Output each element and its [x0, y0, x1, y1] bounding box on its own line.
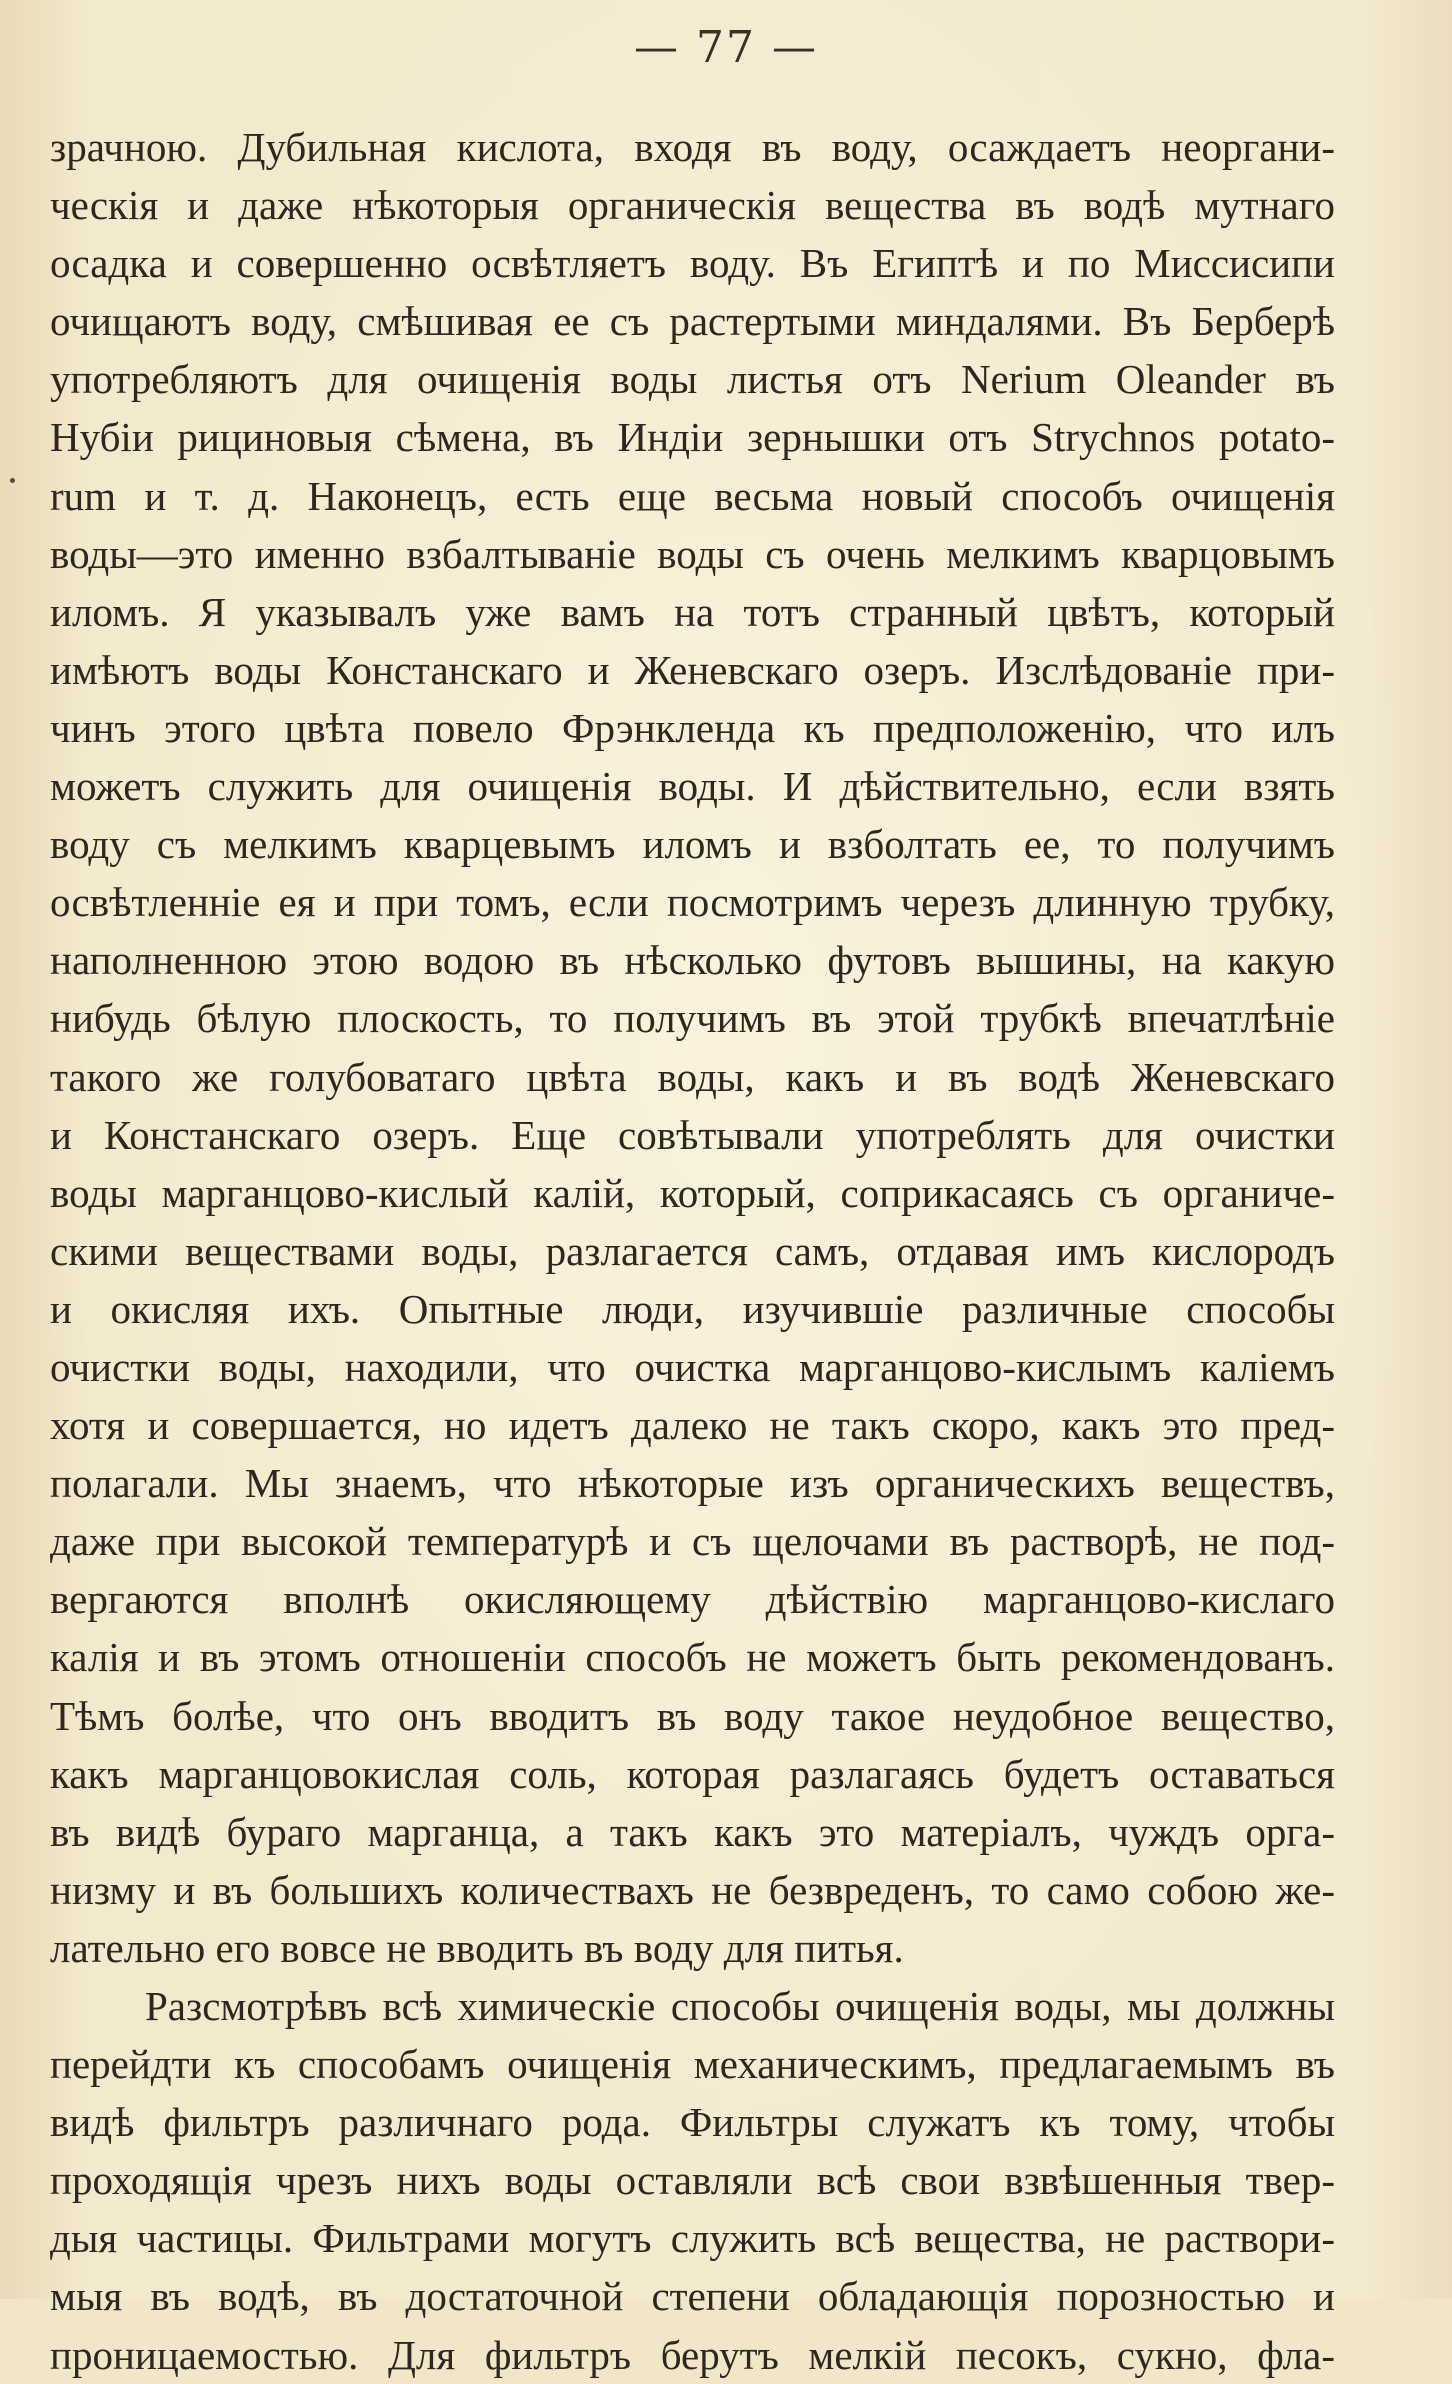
margin-mark [10, 478, 15, 483]
text-line: въ видѣ бураго марганца, а такъ какъ это матеріалъ, чуждъ орга- [50, 1808, 1335, 1855]
text-line: осадка и совершенно освѣтляетъ воду. Въ Египтѣ и по Миссисипи [50, 240, 1335, 287]
text-line: такого же голубоватаго цвѣта воды, какъ и въ водѣ Женевскаго [50, 1053, 1335, 1100]
text-line: дыя частицы. Фильтрами могутъ служить всѣ вещества, не раствори- [50, 2215, 1335, 2262]
text-line: и окисляя ихъ. Опытные люди, изучившіе различные способы [50, 1285, 1335, 1332]
text-line: воды—это именно взбалтываніе воды съ очень мелкимъ кварцовымъ [50, 530, 1335, 577]
text-line: воды марганцово-кислый калій, который, соприкасаясь съ органиче- [50, 1169, 1335, 1216]
text-line: освѣтленніе ея и при томъ, если посмотримъ черезъ длинную трубку, [50, 879, 1335, 926]
text-line: полагали. Мы знаемъ, что нѣкоторые изъ органическихъ веществъ, [50, 1460, 1335, 1507]
text-line: употребляютъ для очищенія воды листья отъ Nerium Oleander въ [50, 356, 1335, 403]
text-line: перейдти къ способамъ очищенія механическимъ, предлагаемымъ въ [50, 2041, 1335, 2088]
page-number: — 77 — [634, 22, 818, 73]
text-line: какъ марганцовокислая соль, которая разлагаясь будетъ оставаться [50, 1750, 1335, 1797]
text-line: скими веществами воды, разлагается самъ, отдавая имъ кислородъ [50, 1227, 1335, 1274]
text-line: и Констанскаго озеръ. Еще совѣтывали употреблять для очистки [50, 1111, 1335, 1158]
text-line: мыя въ водѣ, въ достаточной степени обладающія порозностью и [50, 2273, 1335, 2320]
text-line: имѣютъ воды Констанскаго и Женевскаго озеръ. Изслѣдованіе при- [50, 646, 1335, 693]
text-line: наполненною этою водою въ нѣсколько футовъ вышины, на какую [50, 937, 1335, 984]
text-line: калія и въ этомъ отношеніи способъ не можетъ быть рекомендованъ. [50, 1634, 1335, 1681]
text-line: ческія и даже нѣкоторыя органическія вещества въ водѣ мутнаго [50, 182, 1335, 229]
text-line: Тѣмъ болѣе, что онъ вводитъ въ воду такое неудобное вещество, [50, 1692, 1335, 1739]
text-line-paragraph-end: лательно его вовсе не вводить въ воду для питья. [50, 1924, 904, 1971]
text-line: даже при высокой температурѣ и съ щелочами въ растворѣ, не под- [50, 1518, 1335, 1565]
text-line: нибудь бѣлую плоскость, то получимъ въ этой трубкѣ впечатлѣніе [50, 995, 1335, 1042]
text-line: зрачною. Дубильная кислота, входя въ воду, осаждаетъ неоргани- [50, 124, 1335, 170]
text-line: очищаютъ воду, смѣшивая ее съ растертыми миндалями. Въ Берберѣ [50, 298, 1335, 345]
text-line: вергаются вполнѣ окисляющему дѣйствію марганцово-кислаго [50, 1576, 1335, 1623]
text-line: проходящія чрезъ нихъ воды оставляли всѣ свои взвѣшенныя твер- [50, 2157, 1335, 2204]
text-line: хотя и совершается, но идетъ далеко не такъ скоро, какъ это пред- [50, 1402, 1335, 1449]
text-line-paragraph-start: Разсмотрѣвъ всѣ химическіе способы очищенія воды, мы должны [145, 1983, 1335, 2029]
text-line: видѣ фильтръ различнаго рода. Фильтры служатъ къ тому, чтобы [50, 2099, 1335, 2146]
text-line: Нубіи рициновыя сѣмена, въ Индіи зернышки отъ Strychnos potato- [50, 414, 1335, 461]
body-text [50, 118, 1335, 2384]
text-line: воду съ мелкимъ кварцевымъ иломъ и взболтать ее, то получимъ [50, 821, 1335, 868]
text-line: rum и т. д. Наконецъ, есть еще весьма новый способъ очищенія [50, 472, 1335, 519]
text-line: иломъ. Я указывалъ уже вамъ на тотъ странный цвѣтъ, который [50, 588, 1335, 635]
text-line: чинъ этого цвѣта повело Фрэнкленда къ предположенію, что илъ [50, 704, 1335, 751]
text-line: очистки воды, находили, что очистка марганцово-кислымъ каліемъ [50, 1343, 1335, 1390]
text-line: низму и въ большихъ количествахъ не безвреденъ, то само собою же- [50, 1866, 1335, 1913]
text-line: можетъ служить для очищенія воды. И дѣйствительно, если взять [50, 763, 1335, 810]
text-line: проницаемостью. Для фильтръ берутъ мелкій песокъ, сукно, фла- [50, 2331, 1335, 2378]
